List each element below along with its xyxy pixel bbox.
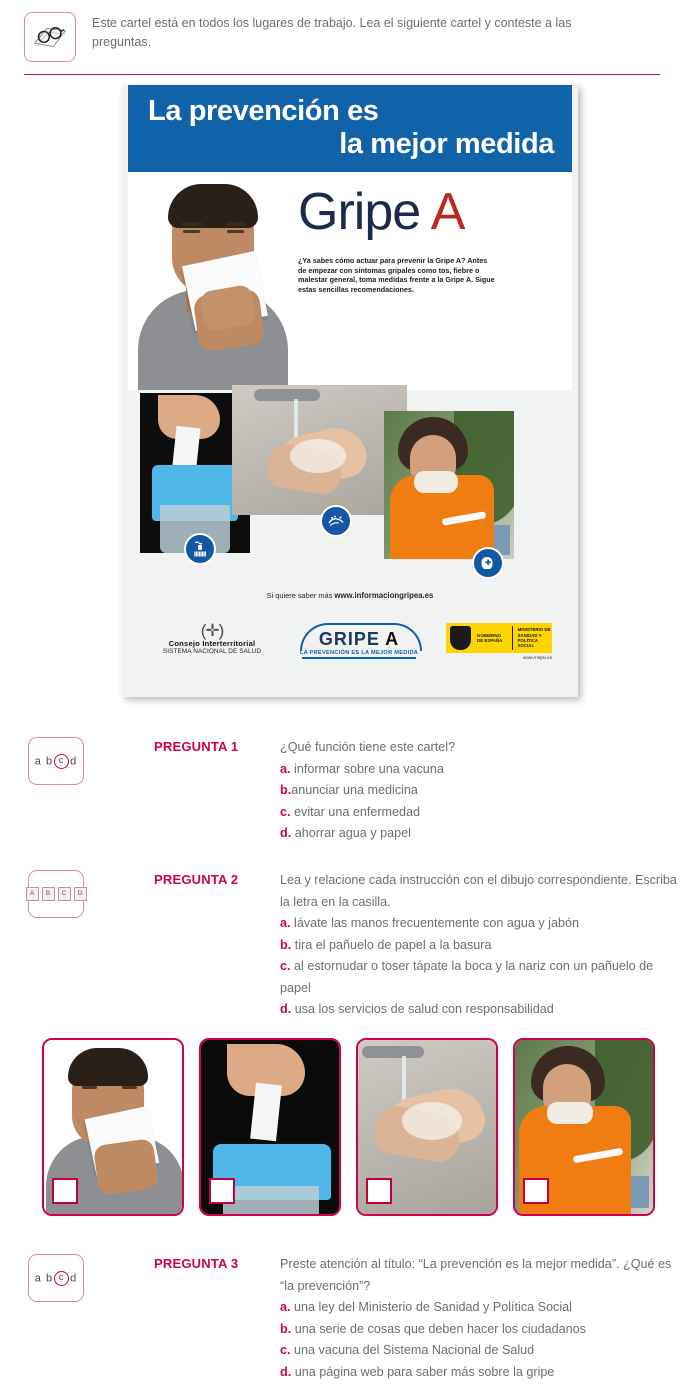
consejo-cross-icon: (✛) — [200, 621, 224, 640]
health-services-icon — [472, 547, 504, 579]
brand-letter-a: A — [430, 183, 465, 241]
gripe-logo-word — [294, 629, 424, 650]
brand-word: Gripe — [298, 183, 421, 241]
poster-photo-sneezing-man — [134, 172, 294, 390]
thumb-woman-thermometer[interactable] — [513, 1038, 655, 1216]
more-info-prefix: Si quiere saber más — [266, 591, 335, 600]
answer-key-abcd-icon-1 — [28, 737, 84, 785]
poster-photo-washing-hands — [232, 385, 407, 515]
opt-text: una ley del Ministerio de Sanidad y Política Social — [290, 1300, 572, 1314]
question-1-option-d[interactable] — [280, 823, 684, 845]
flu-prevention-poster — [122, 85, 578, 697]
opt-text: una serie de cosas que deben hacer los ciudadanos — [291, 1321, 586, 1336]
opt-letter: d. — [280, 1002, 292, 1016]
logo-gobierno-de-espana — [446, 623, 552, 660]
abcd-letters-3: a b c d — [34, 1271, 78, 1284]
letter-tile-d: D — [74, 887, 87, 901]
answer-key-tiles-icon-2 — [28, 870, 84, 918]
poster-main-area — [128, 172, 572, 390]
thumb-tissue-in-bin[interactable] — [199, 1038, 341, 1216]
opt-text: anunciar una medicina — [291, 783, 418, 797]
answer-input-box-2[interactable] — [209, 1178, 235, 1204]
answer-key-abcd-icon-3 — [28, 1254, 84, 1302]
opt-letter: a. — [280, 761, 291, 776]
question-3-option-d[interactable] — [280, 1362, 684, 1384]
opt-letter: c. — [280, 1343, 291, 1357]
gripe-underbar — [302, 657, 416, 659]
poster-title-line1: La prevención es — [148, 95, 379, 127]
opt-letter: a. — [280, 916, 291, 930]
consejo-line1: Consejo Interterritorial — [168, 639, 256, 648]
thumb-sneezing-man[interactable] — [42, 1038, 184, 1216]
letter-tile-c: C — [58, 887, 71, 901]
header-divider — [24, 74, 660, 75]
instruction-text: Este cartel está en todos los lugares de trabajo. Lea el siguiente cartel y conteste a las preguntas. — [92, 16, 572, 49]
gobierno-line1: GOBIERNO DE ESPAÑA — [477, 632, 503, 643]
gobierno-yellow-panel — [446, 623, 552, 653]
poster-title-line2: la mejor medida — [339, 128, 554, 160]
question-body-1 — [280, 737, 684, 845]
logo-consejo-interterritorial — [150, 623, 274, 655]
thumb-washing-hands[interactable] — [356, 1038, 498, 1216]
letter-tile-a: A — [26, 887, 39, 901]
question-prompt-3: Preste atención al título: “La prevención es la mejor medida”. ¿Qué es “la prevención”? — [280, 1257, 672, 1293]
poster-header-band — [128, 85, 572, 172]
instruction-bar — [24, 12, 664, 64]
gobierno-web: www.mspsi.es — [522, 655, 552, 660]
opt-text: tira el pañuelo de papel a la basura — [291, 937, 492, 952]
question-label-3: PREGUNTA 3 — [154, 1256, 239, 1271]
opt-letter: c. — [280, 804, 291, 819]
abcd-letters-1: a b c d — [34, 754, 78, 767]
opt-letter: b. — [280, 937, 292, 952]
opt-text: evitar una enfermedad — [290, 804, 421, 819]
question-2-option-c[interactable] — [280, 956, 684, 999]
opt-letter: d. — [280, 1364, 292, 1379]
question-label-1: PREGUNTA 1 — [154, 739, 239, 754]
letter-tiles-2 — [26, 887, 87, 901]
opt-text: informar sobre una vacuna — [290, 761, 444, 776]
poster-photo-woman-thermometer — [384, 411, 514, 559]
poster-brand-block — [298, 184, 566, 294]
poster-brand-title — [298, 184, 566, 240]
circled-answer-3: c — [54, 1271, 69, 1286]
question-prompt-1: ¿Qué función tiene este cartel? — [280, 740, 456, 754]
opt-text: al estornudar o toser tápate la boca y la nariz con un pañuelo de papel — [280, 959, 654, 995]
opt-letter: b. — [280, 783, 292, 797]
gripe-logo-tagline: LA PREVENCIÓN ES LA MEJOR MEDIDA — [299, 650, 419, 656]
gobierno-line2: MINISTERIO DE SANIDAD Y POLÍTICA SOCIAL — [517, 627, 551, 649]
opt-letter: b. — [280, 1321, 292, 1336]
opt-text: lávate las manos frecuentemente con agua y jabón — [290, 916, 579, 930]
question-3-option-c[interactable] — [280, 1340, 684, 1362]
opt-letter: d. — [280, 826, 292, 840]
gobierno-divider — [512, 626, 513, 650]
question-2-option-a[interactable] — [280, 913, 684, 935]
gripe-logo-main: GRIPE — [318, 629, 380, 649]
opt-letter: c. — [280, 959, 291, 973]
opt-letter: a. — [280, 1300, 291, 1314]
question-body-2 — [280, 870, 684, 1021]
poster-title — [148, 95, 554, 161]
letter-tile-b: B — [42, 887, 55, 901]
opt-text: una vacuna del Sistema Nacional de Salud — [290, 1343, 535, 1357]
question-1-option-b[interactable] — [280, 780, 684, 802]
question-1-option-c[interactable] — [280, 802, 684, 824]
more-info-url: www.informaciongripea.es — [334, 591, 434, 600]
wash-hands-icon — [320, 505, 352, 537]
coat-of-arms-icon — [450, 626, 471, 650]
question-3-option-a[interactable] — [280, 1297, 684, 1319]
question-body-3 — [280, 1254, 684, 1383]
poster-body-text: ¿Ya sabes cómo actuar para prevenir la Gripe A? Antes de empezar con síntomas gripales como tos, fiebre o malestar general, toma medidas frente a la Gripe A. Sigue estas sencillas recomendaciones. — [298, 256, 495, 294]
gripe-logo-letter: A — [385, 629, 400, 649]
consejo-line2: SISTEMA NACIONAL DE SALUD — [162, 648, 262, 655]
answer-input-box-4[interactable] — [523, 1178, 549, 1204]
question-2-option-d[interactable] — [280, 999, 684, 1021]
question-prompt-2: Lea y relacione cada instrucción con el dibujo correspondiente. Escriba la letra en la casilla. — [280, 873, 677, 909]
question-1-option-a[interactable] — [280, 759, 684, 781]
answer-input-box-1[interactable] — [52, 1178, 78, 1204]
opt-text: una página web para saber más sobre la gripe — [291, 1364, 555, 1379]
opt-text: ahorrar agua y papel — [291, 826, 411, 840]
answer-input-box-3[interactable] — [366, 1178, 392, 1204]
logo-gripe-a — [294, 619, 424, 656]
opt-text: usa los servicios de salud con responsabilidad — [291, 1002, 554, 1016]
circled-answer-1: c — [54, 754, 69, 769]
matching-thumbnail-row — [42, 1038, 650, 1216]
question-3-option-b[interactable] — [280, 1319, 684, 1341]
poster-photo-strip — [122, 385, 578, 585]
question-2-option-b[interactable] — [280, 935, 684, 957]
question-label-2: PREGUNTA 2 — [154, 872, 239, 887]
poster-more-info — [128, 591, 572, 600]
poster-footer — [128, 585, 572, 691]
glasses-on-newspaper-icon — [24, 12, 76, 62]
throw-tissue-in-bin-icon — [184, 533, 216, 565]
